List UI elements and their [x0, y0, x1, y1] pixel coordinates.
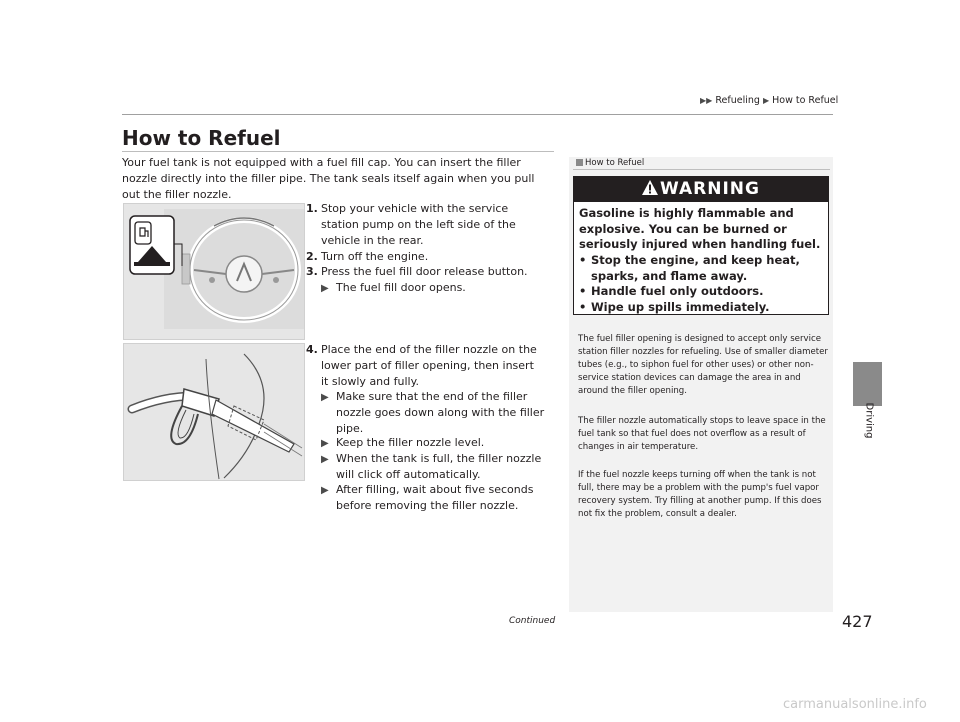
step-3-result: ▶ The fuel fill door opens. [321, 280, 546, 297]
sidebar-title: How to Refuel [576, 158, 644, 168]
note-filler-opening: The fuel filler opening is designed to accept only service station filler nozzles for refueling. Use of smaller diameter tubes (e.g., to siphon fuel for other uses) or other non-service station devices can damage the area in and around the filler opening. [578, 334, 828, 396]
breadcrumb [700, 95, 838, 106]
step-4-note-3: ▶ When the tank is full, the filler nozzle will click off automatically. [321, 452, 542, 481]
chevron-right-icon: ▶▶ [700, 96, 713, 105]
section-tab[interactable] [853, 362, 882, 406]
step-4-note-1: ▶ Make sure that the end of the filler nozzle goes down along with the filler pipe. [321, 390, 545, 435]
triangle-right-icon: ▶ [321, 392, 329, 403]
page-title: How to Refuel [122, 126, 281, 150]
sidebar-divider [573, 169, 830, 170]
step-2: 2. Turn off the engine. [306, 250, 429, 263]
section-tab-label: Driving [863, 402, 875, 439]
triangle-right-icon: ▶ [321, 283, 329, 294]
page-number: 427 [842, 612, 873, 631]
intro-paragraph: Your fuel tank is not equipped with a fuel fill cap. You can insert the filler nozzle directly into the filler pipe. The tank seals itself again when you pull out the filler nozzle. [122, 156, 535, 201]
note-auto-stop: The filler nozzle automatically stops to leave space in the fuel tank so that fuel does not overflow as a result of changes in air temperature. [578, 416, 826, 452]
warning-bullet: • Wipe up spills immediately. [579, 300, 825, 316]
breadcrumb-item-how-to-refuel[interactable]: How to Refuel [772, 95, 839, 106]
reference-square-icon [576, 159, 583, 166]
triangle-right-icon: ▶ [321, 454, 329, 465]
header-divider [122, 114, 833, 115]
step-4-note-2: ▶ Keep the filler nozzle level. [321, 435, 546, 452]
triangle-right-icon: ▶ [321, 485, 329, 496]
note-vapor-recovery: If the fuel nozzle keeps turning off when the tank is not full, there may be a problem with the pump's fuel vapor recovery system. Try filling at another pump. If this does not fix the problem, consult a dealer. [578, 470, 822, 519]
chevron-right-icon: ▶ [762, 96, 770, 105]
step-3: 3. Press the fuel fill door release button. [306, 265, 528, 278]
breadcrumb-item-refueling[interactable]: Refueling [715, 95, 760, 106]
dashboard-illustration [123, 203, 305, 340]
warning-bullet: • Handle fuel only outdoors. [579, 284, 825, 300]
warning-bullets [579, 253, 825, 315]
warning-bullet: • Stop the engine, and keep heat, sparks, and flame away. [579, 253, 825, 284]
continued-label: Continued [509, 616, 556, 626]
warning-triangle-icon [642, 180, 658, 195]
watermark: carmanualsonline.info [783, 697, 927, 712]
warning-text: Gasoline is highly flammable and explosive. You can be burned or seriously injured when handling fuel. [579, 206, 821, 251]
triangle-right-icon: ▶ [321, 438, 329, 449]
step-1: 1. Stop your vehicle with the service station pump on the left side of the vehicle in the rear. [306, 202, 516, 247]
step-4: 4. Place the end of the filler nozzle on the lower part of filler opening, then insert it slowly and fully. [306, 343, 537, 388]
title-divider [122, 151, 554, 152]
step-4-note-4: ▶ After filling, wait about five seconds before removing the filler nozzle. [321, 483, 534, 512]
warning-header: WARNING [574, 177, 828, 202]
filler-nozzle-illustration [123, 343, 305, 481]
